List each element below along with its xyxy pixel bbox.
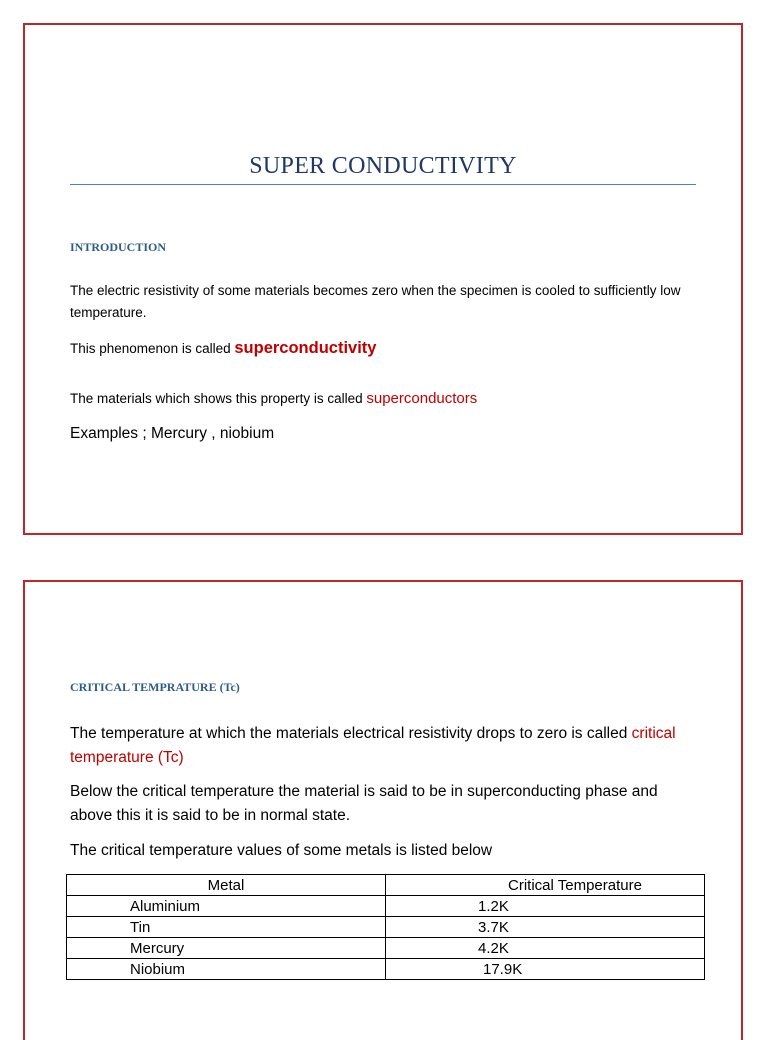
title-underline: [70, 184, 696, 185]
table-row: [67, 938, 705, 959]
phenomenon-text: This phenomenon is called: [70, 341, 235, 356]
column-header-critical-temperature: Critical Temperature: [386, 875, 705, 896]
critical-temperature-text: The temperature at which the materials electrical resistivity drops to zero is called: [70, 725, 632, 742]
materials-text: The materials which shows this property is called: [70, 391, 367, 406]
critical-temperature-term: critical temperature (Tc): [70, 725, 676, 766]
temperature-cell: 3.7K: [386, 917, 705, 938]
temperature-cell: 4.2K: [386, 938, 705, 959]
critical-temperature-paragraph: [70, 722, 700, 770]
slide-critical-temperature: [23, 580, 743, 1040]
temperature-cell: 1.2K: [386, 896, 705, 917]
metal-cell: Tin: [67, 917, 386, 938]
column-header-metal: Metal: [67, 875, 386, 896]
metal-cell: Niobium: [67, 959, 386, 980]
superconductors-term: superconductors: [366, 390, 478, 407]
slide-introduction: [23, 23, 743, 535]
table-row: [67, 896, 705, 917]
intro-paragraph: The electric resistivity of some materials becomes zero when the specimen is cooled to sufficiently low temperature.: [70, 283, 681, 320]
table-row: [67, 917, 705, 938]
phase-paragraph: Below the critical temperature the material is said to be in superconducting phase and above this it is said to be in normal state.: [70, 783, 658, 824]
phenomenon-paragraph: [70, 337, 700, 360]
superconductivity-term: superconductivity: [234, 339, 377, 357]
table-header-row: [67, 875, 705, 896]
critical-temperature-table: [66, 874, 705, 980]
temperature-cell: 17.9K: [386, 959, 705, 980]
section-heading-introduction: INTRODUCTION: [70, 240, 167, 254]
table-row: [67, 959, 705, 980]
examples-paragraph: Examples ; Mercury , niobium: [70, 425, 275, 442]
table-intro-paragraph: The critical temperature values of some metals is listed below: [70, 842, 493, 859]
materials-paragraph: [70, 388, 700, 410]
metal-cell: Aluminium: [67, 896, 386, 917]
metal-cell: Mercury: [67, 938, 386, 959]
section-heading-critical-temperature: CRITICAL TEMPRATURE (Tc): [70, 680, 240, 694]
document-title: SUPER CONDUCTIVITY: [249, 153, 517, 179]
